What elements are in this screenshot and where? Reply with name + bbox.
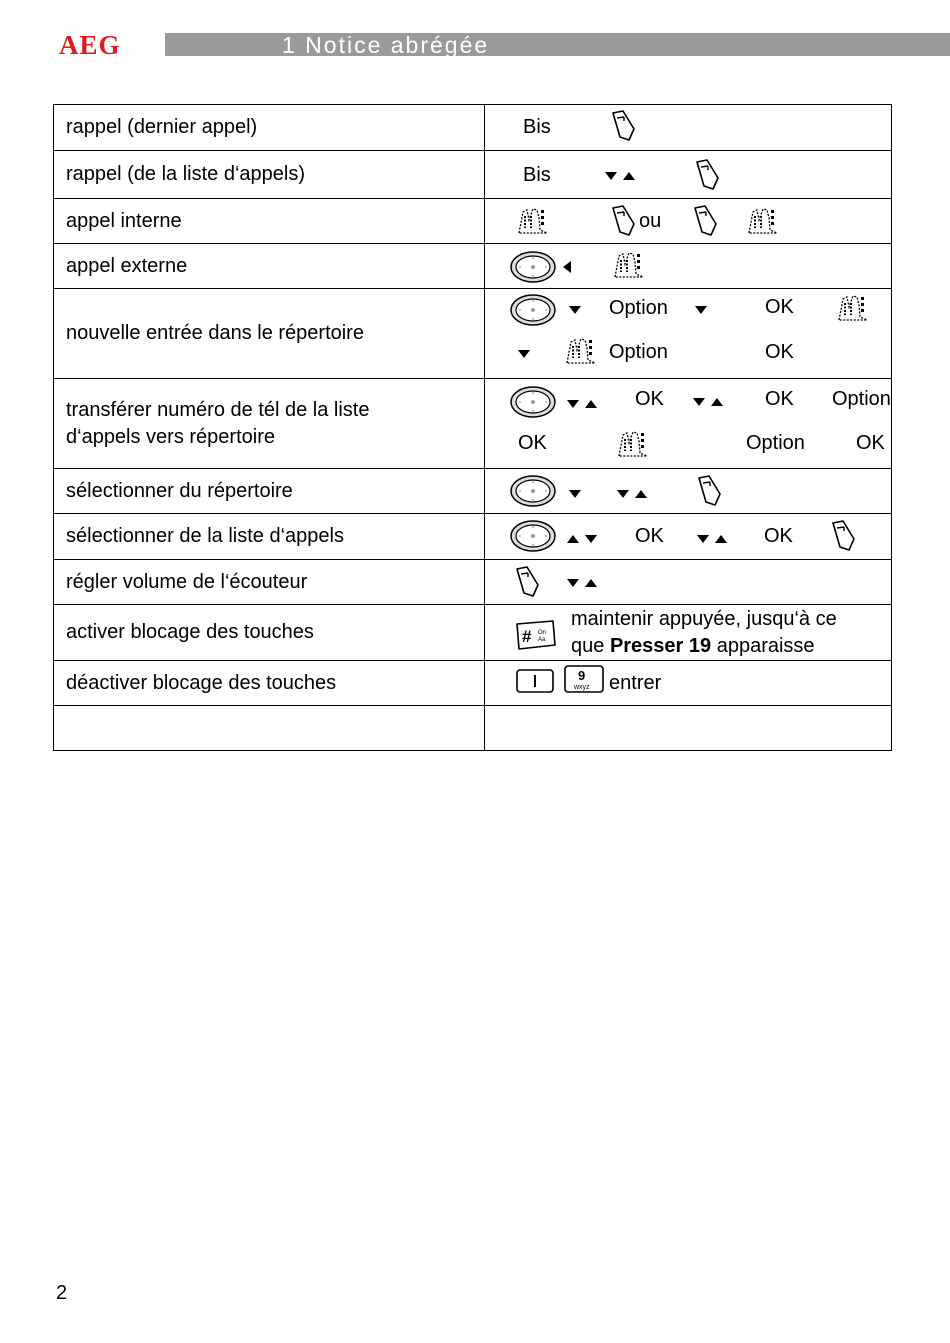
svg-text:#: # (522, 627, 532, 646)
option-text: Option (832, 388, 891, 410)
table-row (54, 605, 892, 661)
nav-key-icon (509, 293, 559, 327)
option-text: Option (746, 432, 805, 454)
row-action (485, 244, 892, 289)
menu-key-icon (837, 293, 869, 323)
row-action (485, 661, 892, 706)
row-action (485, 560, 892, 605)
row-label: activer blocage des touches (54, 605, 485, 661)
row-action (485, 379, 892, 469)
nav-key-icon (509, 250, 559, 284)
quick-guide-table (53, 104, 892, 751)
svg-text:Aa: Aa (538, 637, 546, 643)
svg-text:wxyz: wxyz (574, 684, 590, 691)
menu-key-icon (747, 206, 779, 236)
ok-text: OK (765, 296, 794, 318)
enter-text: entrer (609, 672, 662, 694)
row-action (485, 105, 892, 151)
instruction-text-line2: que Presser 19 apparaisse (571, 635, 815, 657)
page-title: 1 Notice abrégée (282, 32, 490, 58)
row-action (485, 706, 892, 751)
row-label: appel externe (54, 244, 485, 289)
down-up-arrows-icon (567, 570, 597, 594)
talk-key-icon (513, 566, 543, 598)
talk-key-icon (609, 110, 639, 142)
row-label: rappel (dernier appel) (54, 105, 485, 151)
table-row (54, 706, 892, 751)
instruction-text: maintenir appuyée, jusqu‘à ce (571, 608, 837, 630)
svg-text:On: On (538, 630, 547, 636)
hash-key-icon (513, 619, 557, 651)
ok-text: OK (518, 432, 547, 454)
talk-key-icon (609, 205, 639, 237)
menu-key-icon (613, 250, 645, 280)
nav-key-icon (509, 385, 559, 419)
table-row (54, 199, 892, 244)
up-down-arrows-icon (567, 526, 597, 550)
down-up-arrows-icon (567, 391, 597, 415)
aeg-logo: AEG (59, 30, 121, 60)
table-row (54, 244, 892, 289)
page-number: 2 (56, 1282, 68, 1304)
bis-text: Bis (523, 116, 551, 138)
row-action (485, 151, 892, 199)
row-action (485, 605, 892, 661)
down-arrow-icon (518, 341, 530, 365)
svg-text:9: 9 (578, 668, 586, 683)
down-up-arrows-icon (697, 526, 727, 550)
ok-text: OK (765, 341, 794, 363)
row-label: appel interne (54, 199, 485, 244)
menu-key-icon (617, 429, 649, 459)
option-text: Option (609, 341, 668, 363)
talk-key-icon (829, 520, 859, 552)
ok-text: OK (856, 432, 885, 454)
menu-key-icon (517, 206, 549, 236)
talk-key-icon (691, 205, 721, 237)
table-row (54, 379, 892, 469)
table-row (54, 661, 892, 706)
talk-key-icon (695, 475, 725, 507)
row-label: sélectionner du répertoire (54, 469, 485, 514)
ok-text: OK (635, 525, 664, 547)
row-label (54, 706, 485, 751)
nav-key-icon (509, 474, 559, 508)
one-key-icon (515, 668, 555, 694)
row-label: sélectionner de la liste d‘appels (54, 514, 485, 560)
down-arrow-icon (695, 297, 707, 321)
ok-text: OK (764, 525, 793, 547)
row-action (485, 289, 892, 379)
row-label: nouvelle entrée dans le répertoire (54, 289, 485, 379)
row-action (485, 199, 892, 244)
ok-text: OK (635, 388, 664, 410)
down-up-arrows-icon (605, 163, 635, 187)
ok-text: OK (765, 388, 794, 410)
row-label: déactiver blocage des touches (54, 661, 485, 706)
table-row (54, 105, 892, 151)
menu-key-icon (565, 336, 597, 366)
row-label: rappel (de la liste d‘appels) (54, 151, 485, 199)
row-label: transférer numéro de tél de la liste d‘appels vers répertoire (54, 379, 485, 469)
left-arrow-icon (563, 254, 571, 278)
down-arrow-icon (569, 297, 581, 321)
talk-key-icon (693, 159, 723, 191)
row-label: régler volume de l‘écouteur (54, 560, 485, 605)
table-row (54, 560, 892, 605)
nav-key-icon (509, 519, 559, 553)
bis-text: Bis (523, 164, 551, 186)
down-arrow-icon (569, 481, 581, 505)
table-row (54, 151, 892, 199)
down-up-arrows-icon (693, 389, 723, 413)
table-row (54, 514, 892, 560)
down-up-arrows-icon (617, 481, 647, 505)
row-action (485, 514, 892, 560)
table-row (54, 469, 892, 514)
option-text: Option (609, 297, 668, 319)
nine-key-icon (563, 664, 605, 694)
or-text: ou (639, 210, 662, 232)
row-action (485, 469, 892, 514)
table-row (54, 289, 892, 379)
